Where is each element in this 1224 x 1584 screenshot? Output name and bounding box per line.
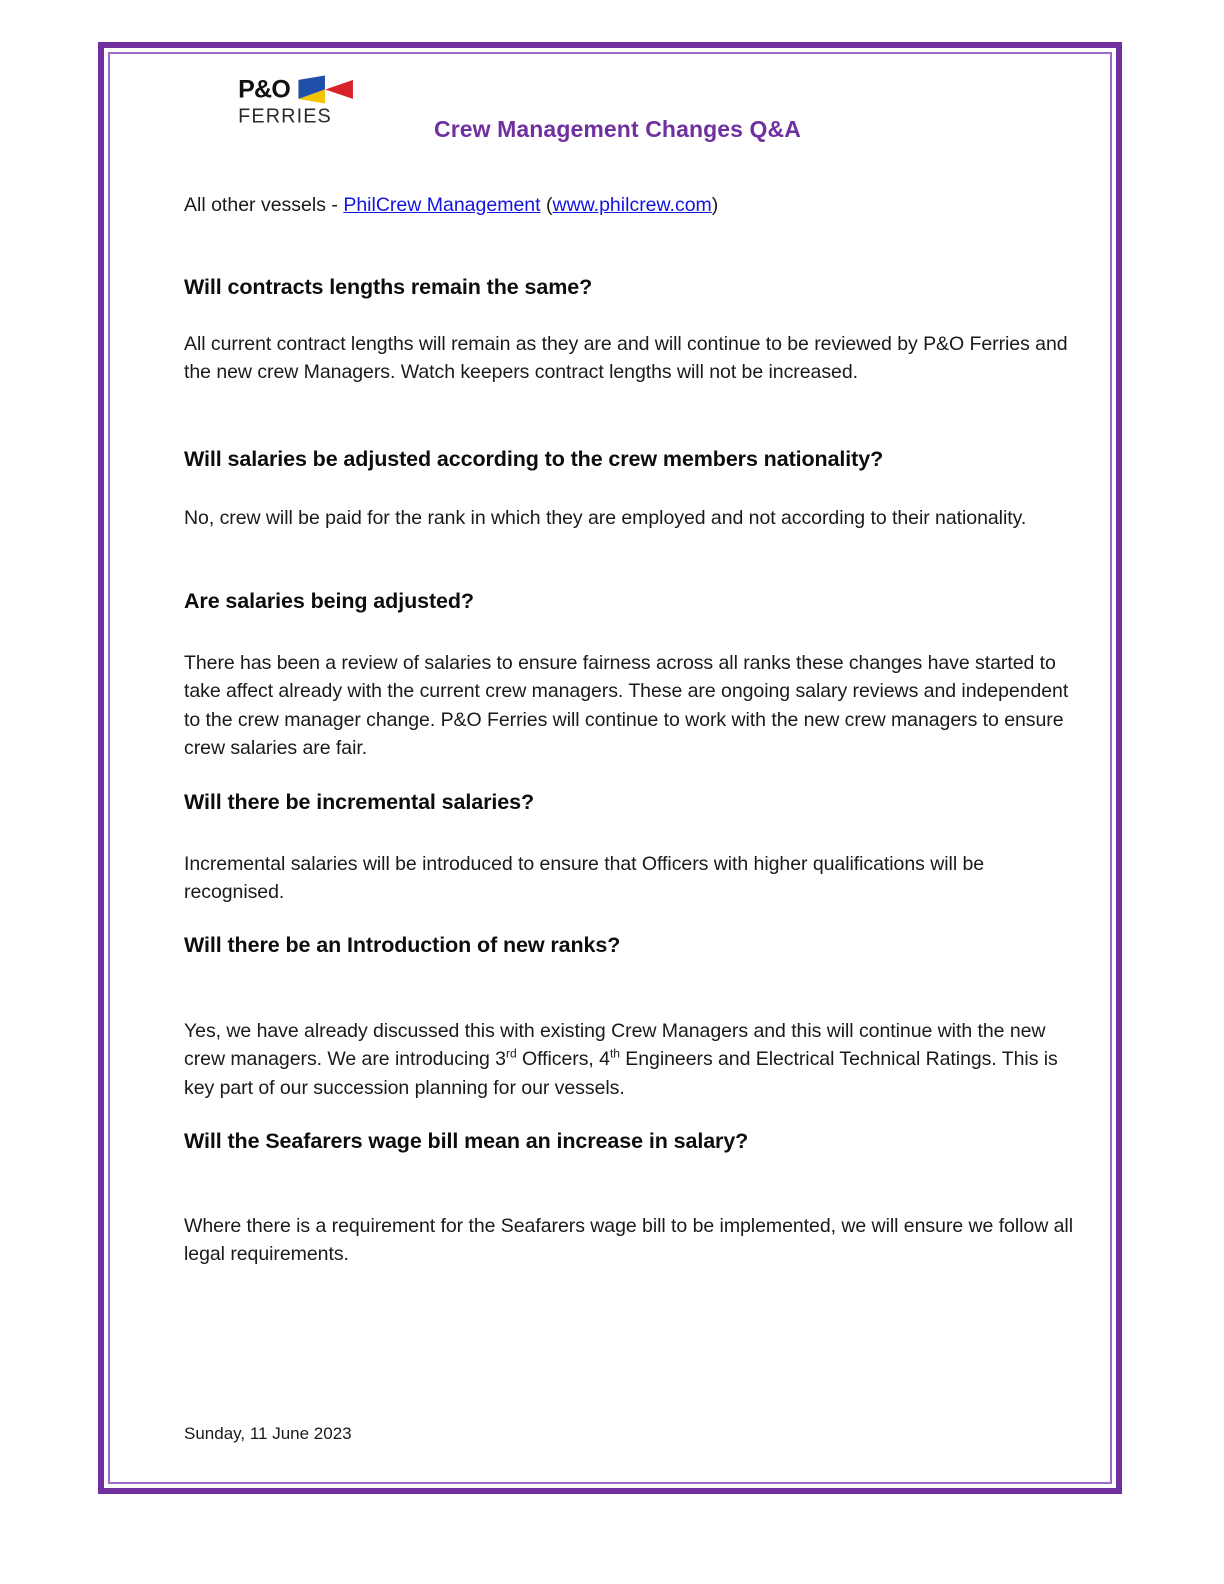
answer-5-part1: Yes, we have already discussed this with existing Crew Managers and this will continue with the new crew managers. We are introducing 3 xyxy=(184,1020,1046,1071)
philcrew-management-link[interactable]: PhilCrew Management xyxy=(343,194,541,216)
question-heading-3: Are salaries being adjusted? xyxy=(184,589,474,613)
answer-text-5 xyxy=(184,1017,1088,1102)
answer-5-part3: Engineers and Electrical Technical Ratings. This is key part of our succession planning for our vessels. xyxy=(184,1048,1058,1099)
document-page-inner-border xyxy=(108,52,1112,1484)
intro-open-paren: ( xyxy=(540,194,553,216)
footer-date: Sunday, 11 June 2023 xyxy=(184,1424,352,1443)
question-heading-1: Will contracts lengths remain the same? xyxy=(184,275,593,299)
intro-close-paren: ) xyxy=(711,194,719,216)
svg-text:FERRIES: FERRIES xyxy=(238,105,332,127)
document-header xyxy=(184,66,1088,158)
answer-5-sup-th: th xyxy=(609,1046,620,1061)
answer-5-sup-rd: rd xyxy=(505,1046,517,1061)
page-title: Crew Management Changes Q&A xyxy=(434,116,801,142)
answer-text-3: There has been a review of salaries to ensure fairness across all ranks these changes have started to take affect already with the current crew managers. These are ongoing salary reviews and independent to the crew manager change. P&O Ferries will continue to work with the new crew managers to ensure crew salaries are fair. xyxy=(184,652,1069,759)
question-heading-5: Will there be an Introduction of new ranks? xyxy=(184,933,621,957)
answer-text-4: Incremental salaries will be introduced to ensure that Officers with higher qualifications will be recognised. xyxy=(184,853,985,904)
answer-5-part2: Officers, 4 xyxy=(516,1048,610,1071)
svg-text:P&O: P&O xyxy=(238,75,291,104)
answer-text-2: No, crew will be paid for the rank in which they are employed and not according to their nationality. xyxy=(184,507,1027,529)
intro-line xyxy=(184,192,718,220)
philcrew-url-link[interactable]: www.philcrew.com xyxy=(552,194,712,216)
question-heading-6: Will the Seafarers wage bill mean an increase in salary? xyxy=(184,1129,749,1153)
answer-text-1: All current contract lengths will remain as they are and will continue to be reviewed by P&O Ferries and the new crew Managers. Watch keepers contract lengths will not be increased. xyxy=(184,333,1068,384)
document-page xyxy=(98,42,1122,1494)
po-ferries-logo xyxy=(238,74,356,127)
question-heading-2: Will salaries be adjusted according to the crew members nationality? xyxy=(184,447,884,471)
question-heading-4: Will there be incremental salaries? xyxy=(184,790,535,814)
answer-text-6: Where there is a requirement for the Seafarers wage bill to be implemented, we will ensure we follow all legal requirements. xyxy=(184,1215,1073,1266)
intro-prefix: All other vessels - xyxy=(184,194,344,216)
document-content xyxy=(184,66,1088,1482)
